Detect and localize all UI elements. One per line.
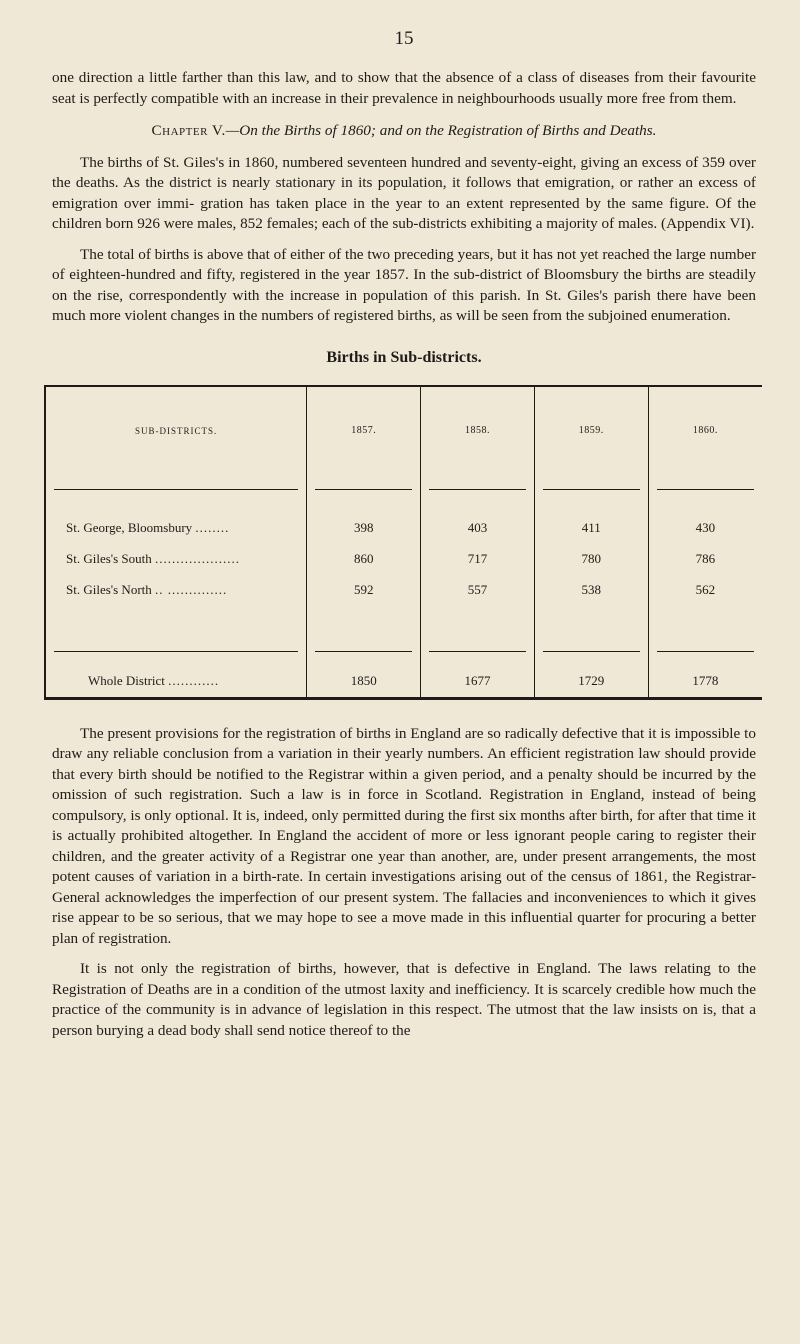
chapter-title: —On the Births of 1860; and on the Registration of Births and Deaths. [225, 122, 657, 139]
cell-value: 403 [421, 504, 535, 544]
table-row [45, 575, 762, 606]
cell-value: 430 [648, 504, 762, 544]
paragraph-births-1860: The births of St. Giles's in 1860, numbered seventeen hundred and seventy-eight, giving an excess of 359 over the deaths. As the district is nearly stationary in its population, it follows that emigration, or rather an excess of emigration over immi- gration has taken place in the year to an extent represented by the same figure. Of the children born 926 were males, 852 females; each of the sub-districts exhibiting a majority of males. (Appendix VI). [52, 153, 756, 232]
leader-dots: ........ [195, 520, 230, 535]
table-header-row [45, 386, 762, 475]
leader-dots: .................... [155, 551, 241, 566]
births-table [44, 385, 762, 700]
paragraph-births-total: The total of births is above that of either of the two preceding years, but it has not yet reached the large number of eighteen-hundred and fifty, registered in the year 1857. In the sub-district of Bloomsbury the births are steadily on the rise, correspondently with the increase in population of this parish. In St. Giles's parish there have been much more violent changes in the numbers of registered births, as will be seen from the subjoined enumeration. [52, 245, 756, 324]
cell-value: 780 [534, 544, 648, 575]
table-row [45, 504, 762, 544]
table-row [45, 544, 762, 575]
chapter-heading [52, 121, 756, 142]
table-total-row [45, 666, 762, 699]
row-name: St. Giles's North [66, 582, 152, 597]
cell-value: 786 [648, 544, 762, 575]
header-1857: 1857. [307, 386, 421, 475]
total-row-name: Whole District [88, 673, 165, 688]
intro-paragraph: one direction a little farther than this law, and to show that the absence of a class of diseases from their favourite seat is perfectly compatible with an increase in their prevalence in neighbourhoods usually more free from them. [52, 69, 756, 107]
total-value: 1729 [534, 666, 648, 699]
page-number: 15 [394, 28, 414, 49]
cell-value: 717 [421, 544, 535, 575]
paragraph-registration-births: The present provisions for the registration of births in England are so radically defective that it is impossible to draw any reliable conclusion from a variation in their yearly numbers. An efficient registration law should provide that every birth should be notified to the Registrar within a given period, and a penalty should be incurred by the omission of such registration. Such a law is in force in Scotland. Registration in England, instead of being compulsory, is only optional. It is, indeed, only permitted during the first six months after birth, for after that time it is actually prohibited altogether. In England the accident of more or less ignorant people caring to register their children, and the greater activity of a Registrar one year than another, are, under present arrangements, the most potent causes of variation in a birth-rate. In certain investigations arising out of the census of 1861, the Registrar-General acknowledges the imperfection of our present system. The fallacies and inconveniences to which it gives rise appear to be so serious, that we may hope to see a move made in this influential quarter for procuring a better plan of registration. [52, 724, 756, 947]
row-name: St. George, Bloomsbury [66, 520, 193, 535]
paragraph-registration-deaths: It is not only the registration of births, however, that is defective in England. The laws relating to the Registration of Deaths are in a condition of the utmost laxity and inefficiency. It is scarcely credible how much the practice of the community is in advance of legislation in this respect. The utmost that the law insists on is, that a person burying a dead body shall send notice thereof to the [52, 960, 756, 1039]
cell-value: 860 [307, 544, 421, 575]
cell-value: 557 [421, 575, 535, 606]
total-value: 1778 [648, 666, 762, 699]
cell-value: 562 [648, 575, 762, 606]
header-1860: 1860. [648, 386, 762, 475]
header-sub-districts: SUB-DISTRICTS. [135, 425, 218, 436]
cell-value: 398 [307, 504, 421, 544]
cell-value: 538 [534, 575, 648, 606]
leader-dots: ............ [168, 673, 220, 688]
total-value: 1677 [421, 666, 535, 699]
table-title: Births in Sub-districts. [326, 348, 482, 366]
chapter-label: Chapter V. [151, 122, 226, 139]
total-value: 1850 [307, 666, 421, 699]
leader-dots: .. .............. [155, 582, 228, 597]
header-1859: 1859. [534, 386, 648, 475]
header-1858: 1858. [421, 386, 535, 475]
cell-value: 592 [307, 575, 421, 606]
row-name: St. Giles's South [66, 551, 152, 566]
cell-value: 411 [534, 504, 648, 544]
